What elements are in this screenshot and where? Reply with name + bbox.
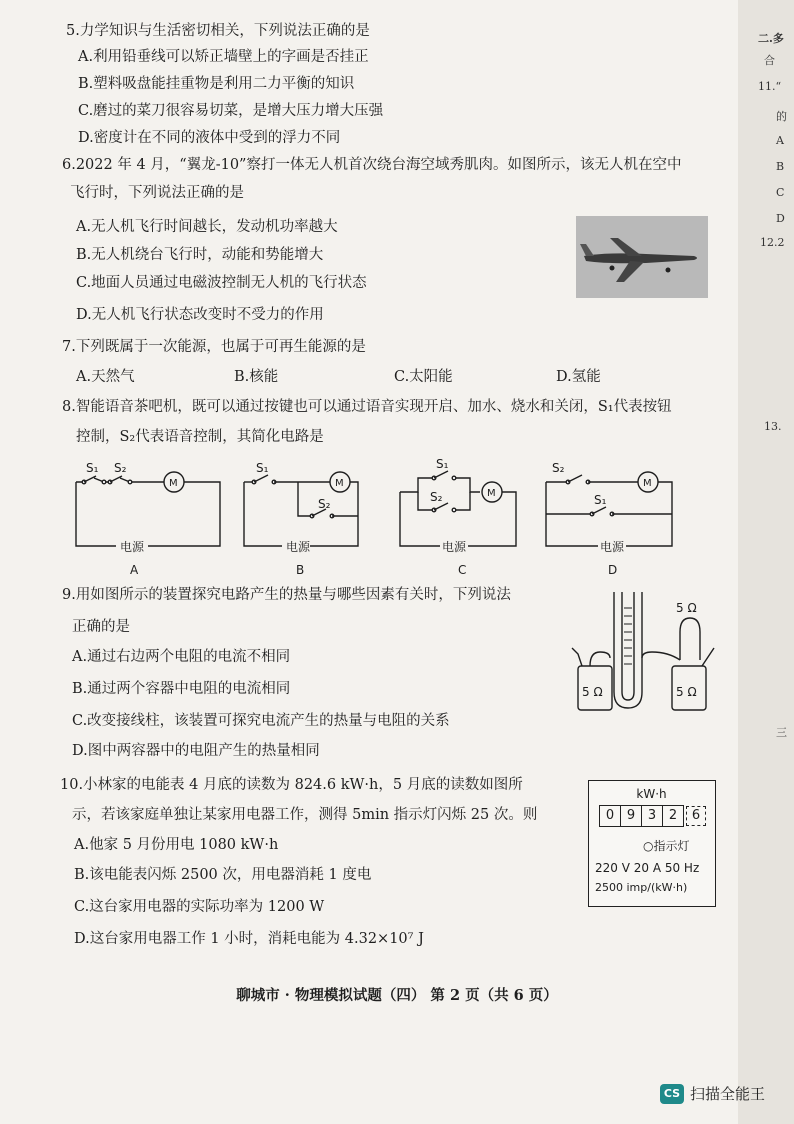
- q9-option-b: B.通过两个容器中电阻的电流相同: [72, 681, 291, 697]
- side-section-header: 二.多: [758, 32, 784, 45]
- q5-stem: 5.力学知识与生活密切相关，下列说法正确的是: [66, 23, 370, 39]
- meter-indicator-light: ○指示灯: [643, 839, 690, 853]
- circuit-c-motor-label: M: [487, 488, 496, 499]
- q9-stem-line2: 正确的是: [72, 619, 130, 635]
- circuit-c-source-label: 电源: [442, 540, 467, 554]
- q9-option-c: C.改变接线柱，该装置可探究电流产生的热量与电阻的关系: [72, 713, 450, 729]
- circuit-d-label: D: [608, 563, 618, 577]
- side-text: D: [776, 212, 785, 225]
- q8-stem-line1: 8.智能语音茶吧机，既可以通过按键也可以通过语音实现开启、加水、烧水和关闭，S₁代表按钮: [62, 399, 672, 415]
- q9-left-resistor-label: 5 Ω: [582, 685, 603, 699]
- circuit-a-source-label: 电源: [120, 540, 145, 554]
- circuit-a-label: A: [130, 563, 139, 577]
- next-page-edge: [738, 0, 794, 1124]
- circuit-b-s1-label: S₁: [256, 461, 269, 475]
- circuit-d-s2-label: S₂: [552, 461, 565, 475]
- circuit-a: [76, 472, 220, 546]
- drone-photo: [576, 216, 708, 298]
- circuit-c-label: C: [458, 563, 467, 577]
- q6-option-d: D.无人机飞行状态改变时不受力的作用: [76, 307, 324, 323]
- meter-digit: 2: [662, 805, 684, 827]
- q8-stem-line2: 控制，S₂代表语音控制，其简化电路是: [76, 429, 324, 445]
- q9-stem-line1: 9.用如图所示的装置探究电路产生的热量与哪些因素有关时，下列说法: [62, 587, 511, 603]
- circuit-d-motor-label: M: [643, 478, 652, 489]
- circuit-b-source-label: 电源: [286, 540, 311, 554]
- circuit-b-s2-label: S₂: [318, 497, 331, 511]
- q10-option-a: A.他家 5 月份用电 1080 kW·h: [74, 837, 279, 853]
- q10-stem-line1: 10.小林家的电能表 4 月底的读数为 824.6 kW·h，5 月底的读数如图所: [60, 777, 523, 793]
- side-text: 三: [776, 726, 787, 739]
- meter-digit: 0: [599, 805, 620, 827]
- camscanner-label: 扫描全能王: [690, 1085, 766, 1103]
- q10-option-d: D.这台家用电器工作 1 小时，消耗电能为 4.32×10⁷ J: [74, 931, 424, 947]
- side-text: 13.: [764, 420, 782, 433]
- meter-spec-line2: 2500 imp/(kW·h): [595, 881, 688, 894]
- drone-icon: [576, 216, 708, 298]
- q5-option-c: C.磨过的菜刀很容易切菜，是增大压力增大压强: [78, 103, 384, 119]
- camscanner-logo-icon: CS: [660, 1084, 684, 1104]
- q7-option-a: A.天然气: [76, 369, 135, 385]
- q6-option-c: C.地面人员通过电磁波控制无人机的飞行状态: [76, 275, 367, 291]
- q6-stem-line2: 飞行时，下列说法正确的是: [70, 185, 244, 201]
- q7-stem: 7.下列既属于一次能源，也属于可再生能源的是: [62, 339, 366, 355]
- q6-option-b: B.无人机绕台飞行时，动能和势能增大: [76, 247, 324, 263]
- side-text: 合: [764, 54, 775, 67]
- q9-top-resistor-label: 5 Ω: [676, 601, 697, 615]
- side-text: A: [776, 134, 784, 147]
- circuit-c-s2-label: S₂: [430, 490, 443, 504]
- page-footer: 聊城市 · 物理模拟试题（四） 第 2 页（共 6 页）: [236, 987, 558, 1004]
- q7-option-c: C.太阳能: [394, 369, 453, 385]
- q9-option-a: A.通过右边两个电阻的电流不相同: [72, 649, 291, 665]
- circuit-d-s1-label: S₁: [594, 493, 607, 507]
- meter-digits: [599, 805, 706, 827]
- circuit-a-s2-label: S₂: [114, 461, 127, 475]
- q10-option-c: C.这台家用电器的实际功率为 1200 W: [74, 899, 325, 915]
- q10-option-b: B.该电能表闪烁 2500 次，用电器消耗 1 度电: [74, 867, 372, 883]
- meter-decimal-digit: 6: [686, 806, 706, 826]
- circuit-b-motor-label: M: [335, 478, 344, 489]
- circuit-b-label: B: [296, 563, 305, 577]
- electric-meter: [588, 780, 716, 907]
- q9-option-d: D.图中两容器中的电阻产生的热量相同: [72, 743, 320, 759]
- meter-digit: 9: [620, 805, 641, 827]
- q5-option-b: B.塑料吸盘能挂重物是利用二力平衡的知识: [78, 76, 355, 92]
- meter-spec-line1: 220 V 20 A 50 Hz: [595, 861, 700, 875]
- circuit-c-s1-label: S₁: [436, 457, 449, 471]
- q5-option-d: D.密度计在不同的液体中受到的浮力不同: [78, 130, 341, 146]
- circuit-c: [400, 471, 516, 546]
- side-text: C: [776, 186, 785, 199]
- q6-option-a: A.无人机飞行时间越长，发动机功率越大: [76, 219, 338, 235]
- q7-option-d: D.氢能: [556, 369, 601, 385]
- meter-unit: kW·h: [636, 787, 667, 801]
- circuit-d: [546, 472, 672, 546]
- circuit-a-s1-label: S₁: [86, 461, 99, 475]
- q7-option-b: B.核能: [234, 369, 279, 385]
- q9-heat-apparatus: [568, 588, 718, 718]
- q6-stem-line1: 6.2022 年 4 月，“翼龙-10”察打一体无人机首次绕台海空域秀肌肉。如图所示，该无人机在空中: [62, 157, 682, 173]
- side-text: 12.2: [760, 236, 785, 249]
- q10-stem-line2: 示，若该家庭单独让某家用电器工作，测得 5min 指示灯闪烁 25 次。则: [72, 807, 538, 823]
- side-text: 的: [776, 110, 787, 123]
- meter-digit: 3: [641, 805, 662, 827]
- q9-right-resistor-label: 5 Ω: [676, 685, 697, 699]
- q8-circuit-diagrams: [60, 456, 740, 586]
- side-text: 11.“: [758, 80, 782, 93]
- circuit-d-source-label: 电源: [600, 540, 625, 554]
- circuit-a-motor-label: M: [169, 478, 178, 489]
- q5-option-a: A.利用铅垂线可以矫正墙壁上的字画是否挂正: [78, 49, 369, 65]
- side-text: B: [776, 160, 785, 173]
